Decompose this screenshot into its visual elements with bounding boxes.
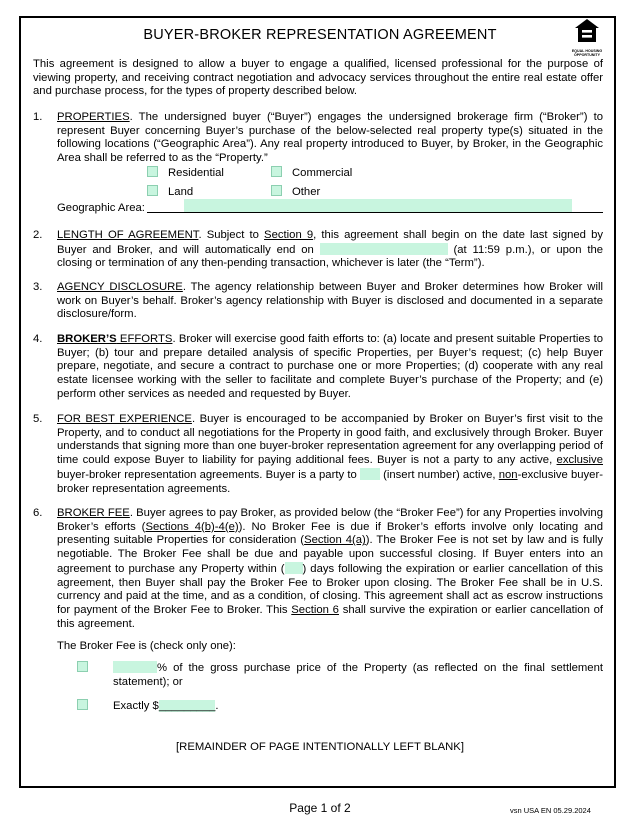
section-text: . Buyer agrees to pay Broker, as provided below (the “Broker Fee”) for any Properties involving Broker’s efforts ( (57, 507, 603, 533)
remainder-notice: [REMAINDER OF PAGE INTENTIONALLY LEFT BLANK] (176, 741, 464, 753)
exclusive-term: exclusive (556, 454, 603, 467)
section-6-ref: Section 6 (291, 603, 339, 616)
section-length (57, 229, 603, 271)
logo-caption-2: OPPORTUNITY (574, 52, 600, 57)
land-checkbox[interactable] (147, 185, 158, 196)
section-text: shall survive the expiration or earlier cancellation of this agreement. (57, 603, 603, 630)
section-text: (at 11:59 p.m.), or upon the closing or termination of any then-pending transaction, whichever is later (the “Term”). (57, 243, 604, 270)
section-number: 1. (33, 111, 43, 123)
intro-paragraph: This agreement is designed to allow a buyer to engage a qualified, licensed professional for the purpose of viewing property, and receiving contract negotiation and advocacy services throughout the entire real estate offer and purchase process, for the types of property described below. (33, 58, 603, 98)
exact-fee-text: Exactly $ (113, 700, 159, 712)
section-text: . Subject to (198, 229, 265, 241)
section-number: 4. (33, 333, 43, 345)
section-body: . The undersigned buyer (“Buyer”) engages the undersigned brokerage firm (“Broker”) to represent Buyer concerning Buyer’s purchase of the below-selected real property type(s) situated in the following locations (“Geographic Area”). Any real property introduced to Buyer, by Broker, in the Geographic Area shall be referred to as the “Property.” (57, 111, 603, 165)
logo-caption-1: EQUAL HOUSING (571, 48, 603, 53)
section-best-experience (57, 413, 603, 496)
section-text: (insert number) active, (383, 468, 499, 481)
days-input[interactable] (285, 562, 303, 574)
equal-housing-icon (574, 18, 600, 44)
exact-fee-option: Exactly $_________. (113, 700, 219, 712)
geographic-area-input[interactable] (184, 199, 572, 212)
geographic-area-label: Geographic Area: (57, 202, 145, 214)
section-text: ) days following the expiration or earlier cancellation of this agreement, then Buyer shall pay the Broker Fee to Broker upon closing. The Broker Fee shall be in U.S. currency and paid at the time, and as a condition, of closing. This agreement shall act as escrow instructions for payment of the Broker Fee to Broker. This (57, 562, 603, 616)
section-heading: FOR BEST EXPERIENCE (57, 413, 192, 425)
section-number: 3. (33, 281, 43, 293)
section-properties (57, 111, 603, 166)
section-body: . The agency relationship between Buyer and Broker determines how Broker will work on Buyer’s behalf. Broker’s agency relationship with Buyer is disclosed and documented in a separate disclosure/form. (57, 281, 603, 321)
page-number: Page 1 of 2 (289, 801, 351, 815)
section-text: ). The Broker Fee is not set by law and is fully negotiable. The Broker Fee shall be due and payable upon successful closing. If Buyer enters into an agreement to purchase any Property within ( (57, 534, 603, 575)
percent-fee-checkbox[interactable] (77, 661, 88, 672)
commercial-label: Commercial (292, 167, 353, 179)
other-label: Other (292, 186, 321, 198)
exact-amount-input[interactable]: _________ (158, 700, 216, 712)
section-heading: BROKER FEE (57, 507, 130, 519)
section-number: 6. (33, 507, 43, 519)
section-text: . Buyer is encouraged to be accompanied by Broker on Buyer’s first visit to the Property, and to conduct all negotiations for the Property in good faith, and exclusively through Broker. Buyer understands that signing more than one buyer-broker representation agreement for any overlapping period of time could expose Buyer to liability for paying additional fees. Buyer is not a party to any active, (57, 413, 603, 467)
version-label: vsn USA EN 05.29.2024 (510, 806, 591, 815)
land-label: Land (168, 186, 194, 198)
section-4a-ref: Section 4(a) (304, 534, 366, 547)
section-number: 5. (33, 413, 43, 425)
geographic-area-line (147, 212, 603, 213)
section-broker-fee (57, 507, 603, 631)
section-heading: EFFORTS (116, 333, 173, 345)
section-text: buyer-broker representation agreements. Buyer is a party to (57, 468, 357, 481)
section-text: ). No Broker Fee is due if Broker’s efforts involve only locating and presenting suitable Properties for consideration ( (57, 520, 603, 547)
equal-housing-logo (567, 18, 607, 60)
section-text: -exclusive buyer-broker representation agreements. (57, 468, 603, 495)
percent-fee-option (113, 661, 603, 689)
agreement-count-input[interactable] (360, 468, 380, 480)
section-agency (57, 281, 603, 322)
section-9-ref: Section 9 (264, 229, 314, 241)
other-checkbox[interactable] (271, 185, 282, 196)
sections-4b-4e-ref: Sections 4(b)-4(e) (145, 520, 239, 533)
section-heading-bold: BROKER’S (57, 333, 117, 345)
residential-checkbox[interactable] (147, 166, 158, 177)
residential-label: Residential (168, 167, 224, 179)
non-term: non (498, 468, 518, 481)
section-efforts (57, 333, 603, 402)
section-heading: AGENCY DISCLOSURE (57, 281, 183, 293)
section-heading: LENGTH OF AGREEMENT (57, 229, 199, 241)
section-body: . Broker will exercise good faith efforts to: (a) locate and present suitable Properties to Buyer; (b) tour and prepare detailed analysis of specific Properties, per Buyer’s request; (c) help Buyer prepare, negotiate, and secure a contract to purchase one or more Properties; (d) cooperate with any real estate licensee working with the seller to facilitate and complete Buyer’s purchase of the Property; and (e) perform other services as needed and requested by Buyer. (57, 333, 603, 400)
section-heading: PROPERTIES (57, 111, 130, 123)
section-text: , this agreement shall begin on the date last signed by Buyer and Broker, and will automatically end on (57, 229, 604, 256)
end-date-input[interactable] (320, 243, 448, 255)
percent-input[interactable] (113, 661, 157, 673)
commercial-checkbox[interactable] (271, 166, 282, 177)
exact-fee-checkbox[interactable] (77, 699, 88, 710)
page-title: BUYER-BROKER REPRESENTATION AGREEMENT (143, 27, 497, 43)
section-number: 2. (33, 229, 43, 241)
fee-check-label: The Broker Fee is (check only one): (57, 640, 236, 652)
percent-fee-text: % of the gross purchase price of the Property (as reflected on the final settlement statement); or (113, 662, 603, 688)
